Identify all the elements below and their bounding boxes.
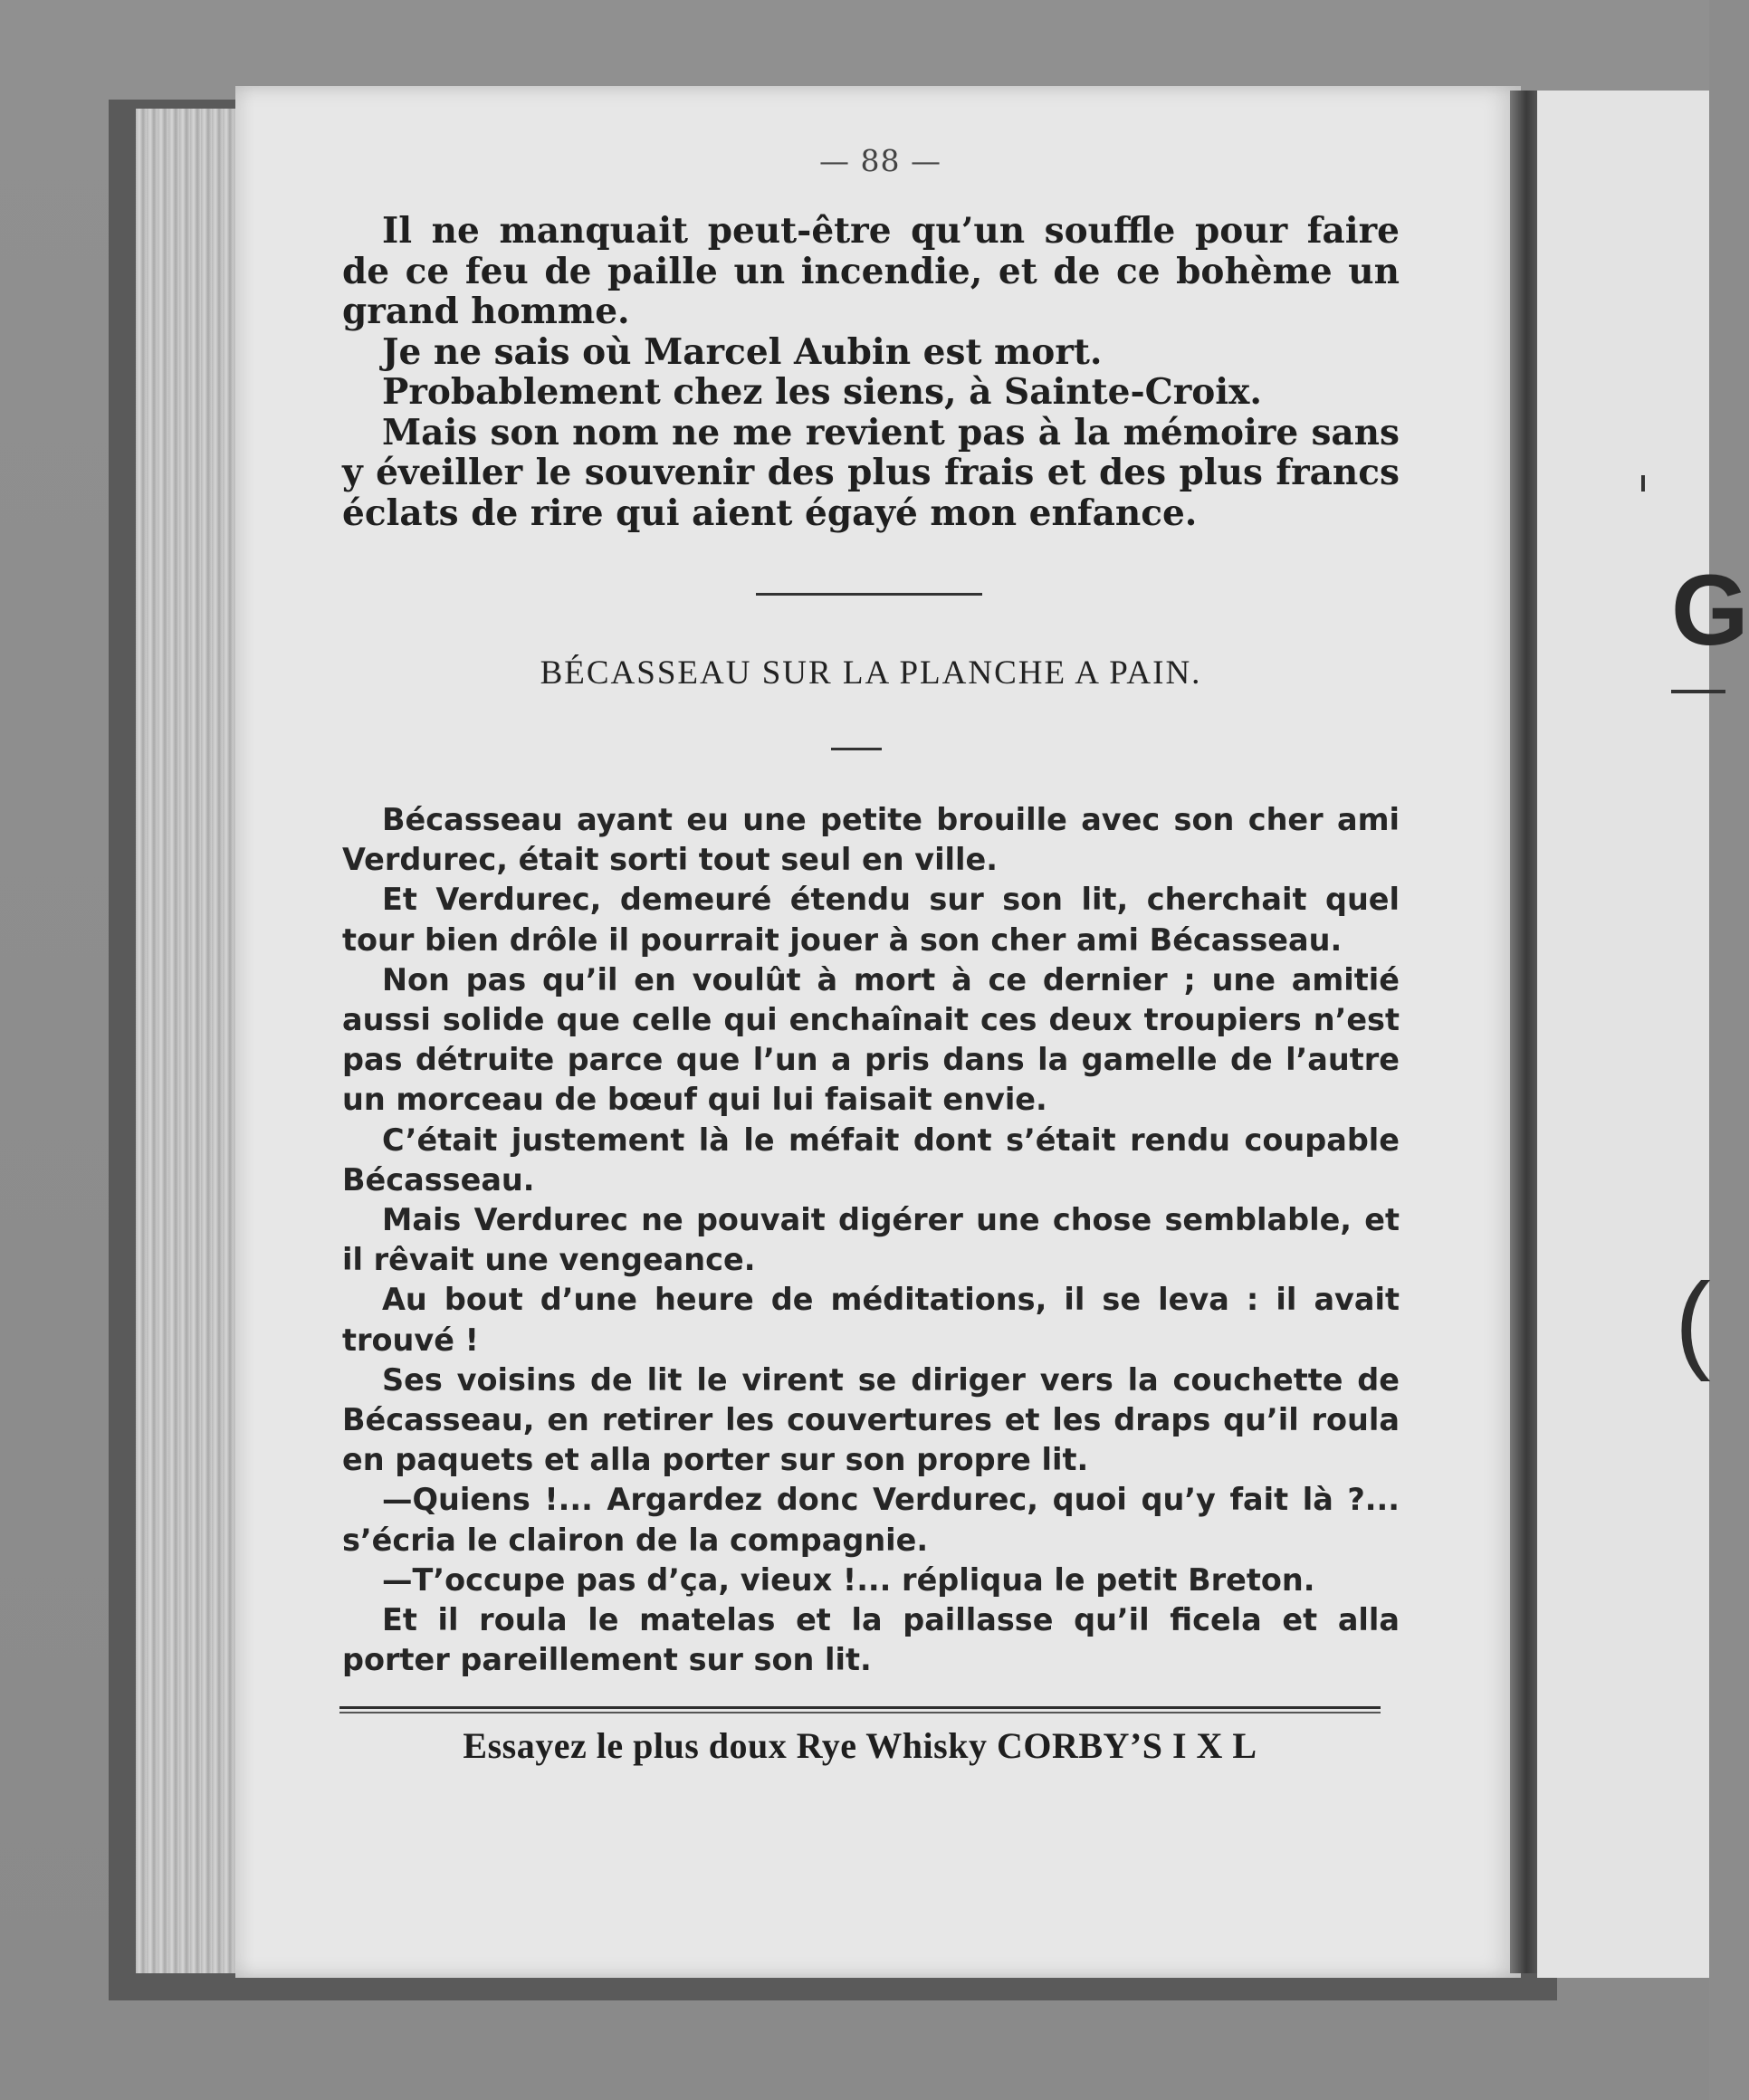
footer-rule (339, 1706, 1381, 1709)
story-paragraph: —Quiens !... Argardez donc Verdurec, quoi qu’y fait là ?... s’écria le clairon de la compagnie. (342, 1482, 1400, 1558)
intro-paragraph: Il ne manquait peut-être qu’un souffle pour faire de ce feu de paille un incendie, et de ce bohème un grand homme. (342, 210, 1400, 332)
intro-text (342, 211, 1400, 533)
facing-page-letter: G (1671, 555, 1749, 666)
story-paragraph: —T’occupe pas d’ça, vieux !... répliqua le petit Breton. (382, 1561, 1315, 1598)
story-paragraph: C’était justement là le méfait dont s’était rendu coupable Bécasseau. (342, 1122, 1400, 1198)
facing-page-mark (1641, 475, 1645, 492)
story-paragraph: Au bout d’une heure de méditations, il se leva : il avait trouvé ! (342, 1282, 1400, 1358)
story-paragraph: Non pas qu’il en voulût à mort à ce dernier ; une amitié aussi solide que celle qui enchaînait ces deux troupiers n’est pas détruite parce que l’un a pris dans la gamelle de l’autre un morceau de bœuf qui lui faisait envie. (342, 961, 1400, 1118)
story-paragraph: Et il roula le matelas et la paillasse qu’il ficela et alla porter pareillement sur son lit. (342, 1602, 1400, 1678)
intro-paragraph: Probablement chez les siens, à Sainte-Croix. (382, 371, 1262, 413)
facing-page-paren: ( (1675, 1261, 1711, 1382)
story-paragraph: Mais Verdurec ne pouvait digérer une chose semblable, et il rêvait une vengeance. (342, 1202, 1400, 1278)
story-paragraph: Bécasseau ayant eu une petite brouille avec son cher ami Verdurec, était sorti tout seul en ville. (342, 802, 1400, 878)
facing-page-fragment (1537, 91, 1749, 1978)
footer-advertisement: Essayez le plus doux Rye Whisky CORBY’S I X L (463, 1725, 1257, 1766)
section-separator (756, 593, 982, 596)
title-underline (831, 748, 882, 750)
story-paragraph: Ses voisins de lit le virent se diriger vers la couchette de Bécasseau, en retirer les couvertures et les draps qu’il roula en paquets et alla porter sur son propre lit. (342, 1361, 1400, 1478)
page-number: — 88 — (819, 143, 941, 178)
book-gutter (1510, 91, 1537, 1973)
intro-paragraph: Mais son nom ne me revient pas à la mémoire sans y éveiller le souvenir des plus frais et des plus francs éclats de rire qui aient égayé mon enfance. (342, 411, 1400, 534)
footer-rule-secondary (339, 1712, 1381, 1713)
facing-page-rule (1671, 690, 1725, 693)
intro-paragraph: Je ne sais où Marcel Aubin est mort. (382, 330, 1103, 373)
story-paragraph: Et Verdurec, demeuré étendu sur son lit, cherchait quel tour bien drôle il pourrait jouer à son cher ami Bécasseau. (342, 882, 1400, 958)
section-title: BÉCASSEAU SUR LA PLANCHE A PAIN. (540, 654, 1202, 692)
story-text (342, 800, 1400, 1680)
